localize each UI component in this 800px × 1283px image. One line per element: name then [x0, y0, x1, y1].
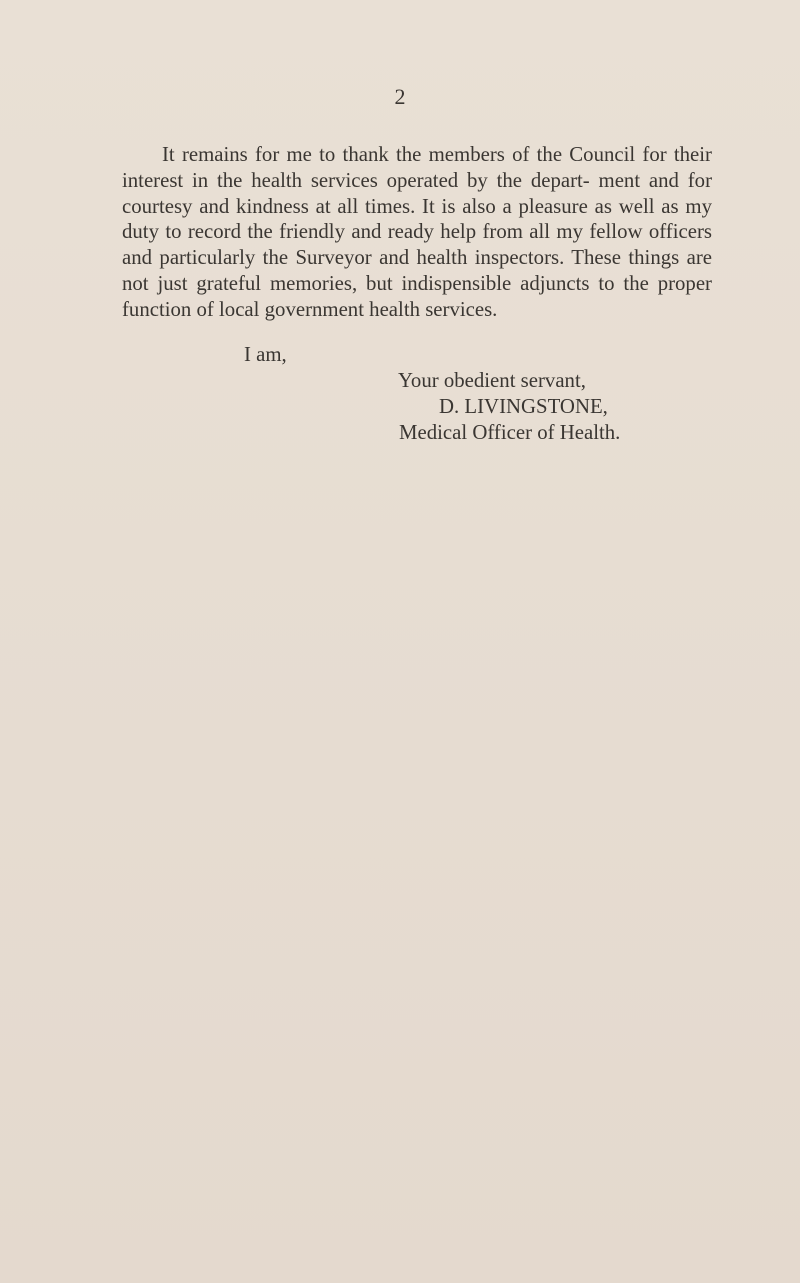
signatory-name: D. LIVINGSTONE,	[439, 395, 608, 418]
page-number: 2	[394, 84, 406, 109]
closing-servant-line: Your obedient servant,	[398, 369, 586, 392]
signatory-title: Medical Officer of Health.	[399, 421, 621, 444]
closing-salutation: I am,	[244, 343, 287, 366]
body-paragraph: It remains for me to thank the members of the Council for their interest in the health services operated by the depart- ment and for courtesy and kindness at all times. It is also a pleasure as well as my duty to record the friendly and ready help from all my fellow officers and particularly the Surveyor and health inspectors. These things are not just grateful memories, but indispensible adjuncts to the proper function of local government health services.	[122, 143, 712, 321]
